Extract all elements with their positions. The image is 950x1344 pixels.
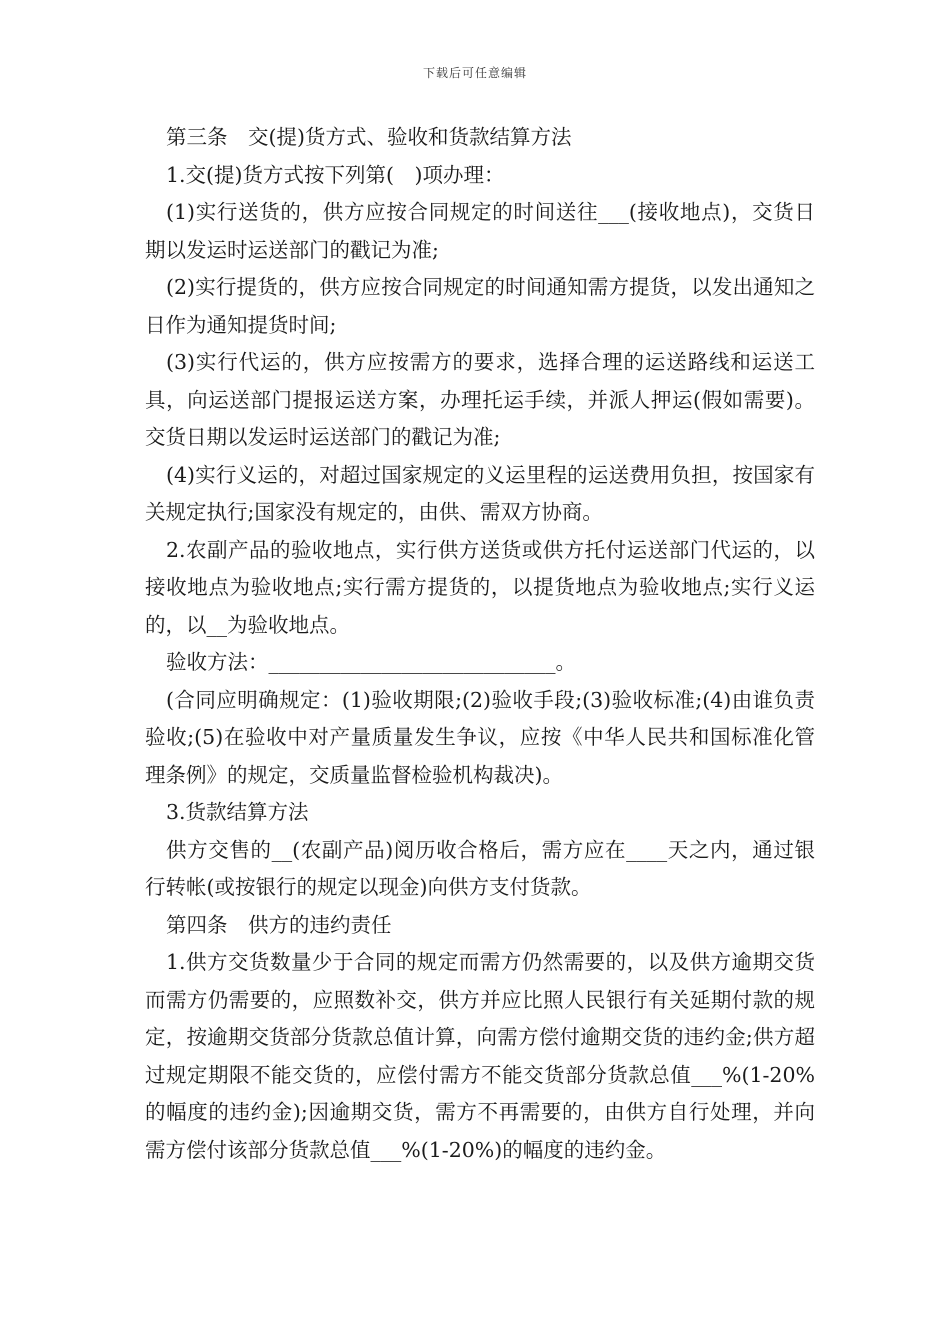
- article-4-heading: 第四条 供方的违约责任: [166, 912, 392, 937]
- document-body: [145, 119, 815, 1169]
- inspection-method-line: 验收方法：____________________________。: [166, 650, 576, 674]
- payment-clause: 供方交售的__(农副产品)阅历收合格后，需方应在____天之内，通过银行转帐(或按银行的规定以现金)向供方支付货款。: [145, 837, 815, 899]
- delivery-option-2: (2)实行提货的，供方应按合同规定的时间通知需方提货，以发出通知之日作为通知提货时间;: [145, 275, 815, 337]
- article-3-heading: 第三条 交(提)货方式、验收和货款结算方法: [166, 125, 572, 149]
- supplier-liability-clause-1: 1.供方交货数量少于合同的规定而需方仍然需要的，以及供方逾期交货而需方仍需要的，应照数补交，供方并应比照人民银行有关延期付款的规定，按逾期交货部分货款总值计算，向需方偿付逾期交货的违约金;供方超过规定期限不能交货的，应偿付需方不能交货部分货款总值___%(1-20%的幅度的违约金);因逾期交货，需方不再需要的，由供方自行处理，并向需方偿付该部分货款总值___%(1-20%)的幅度的违约金。: [145, 950, 815, 1162]
- delivery-option-1: (1)实行送货的，供方应按合同规定的时间送往___(接收地点)，交货日期以发运时运送部门的戳记为准;: [145, 200, 815, 262]
- delivery-option-3: (3)实行代运的，供方应按需方的要求，选择合理的运送路线和运送工具，向运送部门提报运送方案，办理托运手续，并派人押运(假如需要)。交货日期以发运时运送部门的戳记为准;: [145, 350, 815, 449]
- page-header: 下载后可任意编辑: [422, 66, 527, 80]
- inspection-note: (合同应明确规定：(1)验收期限;(2)验收手段;(3)验收标准;(4)由谁负责验收;(5)在验收中对产量质量发生争议，应按《中华人民共和国标准化管理条例》的规定，交质量监督检验机构裁决)。: [145, 687, 815, 787]
- delivery-method-clause: 1.交(提)货方式按下列第( )项办理：: [166, 162, 505, 187]
- delivery-option-4: (4)实行义运的，对超过国家规定的义运里程的运送费用负担，按国家有关规定执行;国家没有规定的，由供、需双方协商。: [145, 462, 815, 524]
- payment-heading: 3.货款结算方法: [166, 800, 309, 824]
- inspection-location-clause: 2.农副产品的验收地点，实行供方送货或供方托付运送部门代运的，以接收地点为验收地点;实行需方提货的，以提货地点为验收地点;实行义运的，以__为验收地点。: [145, 537, 815, 637]
